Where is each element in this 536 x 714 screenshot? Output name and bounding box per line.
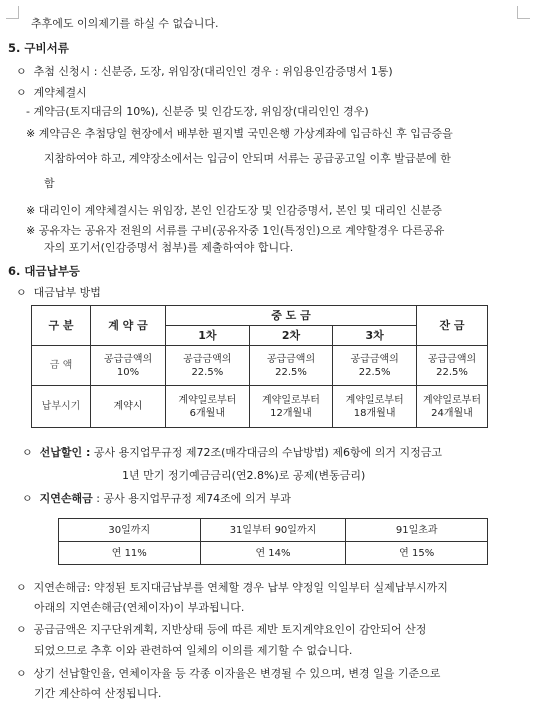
cell-text: 18개월내 xyxy=(353,407,396,419)
continued-text: 추후에도 이의제기를 하실 수 없습니다. xyxy=(31,17,219,30)
header-contract: 계 약 금 xyxy=(91,306,166,346)
cell-timing xyxy=(249,386,333,428)
bullet-glyph: ㅇ xyxy=(16,86,27,99)
cell-amount xyxy=(417,346,488,386)
cell-text: 공급금액의 xyxy=(350,353,399,365)
discount-label: 선납할인 : xyxy=(39,446,91,459)
note-line: 자의 포기서(인감증명서 첨부)를 제출하여야 합니다. xyxy=(44,241,294,254)
footnote-item xyxy=(16,667,440,681)
late-fee-table xyxy=(58,518,488,565)
bullet-item xyxy=(16,65,393,79)
note-line: ※ 계약금은 추첨당일 현장에서 배부한 필지별 국민은행 가상계좌에 입금하신 후 입금증을 xyxy=(26,127,453,140)
row-label-amount: 금 액 xyxy=(32,346,91,386)
row-label-timing: 납부시기 xyxy=(32,386,91,428)
cell-text: 12개월내 xyxy=(270,407,312,419)
footnote-text: 아래의 지연손해금(연체이자)이 부과됩니다. xyxy=(34,601,245,614)
cell-amount xyxy=(91,346,166,386)
cell-text: 24개월내 xyxy=(431,407,473,419)
header-balance: 잔 금 xyxy=(417,306,488,346)
cell-timing xyxy=(166,386,250,428)
late-period-2: 31일부터 90일까지 xyxy=(200,519,346,542)
footnote-item xyxy=(16,623,426,637)
footnote-text: 공급금액은 지구단위계획, 지반상태 등에 따른 제반 토지계약요인이 감안되어 산정 xyxy=(33,623,427,636)
cell-timing xyxy=(333,386,417,428)
section-heading-documents: 5. 구비서류 xyxy=(8,41,69,55)
cell-text: 22.5% xyxy=(436,366,468,378)
cell-text: 22.5% xyxy=(358,366,391,378)
cell-amount xyxy=(166,346,250,386)
cell-amount xyxy=(333,346,417,386)
bullet-glyph: ㅇ xyxy=(16,623,27,636)
cell-text: 계약일로부터 xyxy=(262,394,320,406)
bullet-glyph: ㅇ xyxy=(16,581,27,594)
footnote-text: 지연손해금: 약정된 토지대금납부를 연체할 경우 납부 약정일 익일부터 실제납부시까지 xyxy=(33,581,448,594)
cell-text: 공급금액의 xyxy=(427,353,477,365)
discount-line xyxy=(22,446,442,460)
header-mid-3: 3차 xyxy=(333,326,417,346)
cell-text: 22.5% xyxy=(275,366,307,378)
footnote-text: 기간 계산하여 산정됩니다. xyxy=(34,687,162,700)
note-line: ※ 공유자는 공유자 전원의 서류를 구비(공유자중 1인(특정인)으로 계약할경우 다른공유 xyxy=(26,224,445,237)
note-line: 지참하여야 하고, 계약장소에서는 입금이 안되며 서류는 공급공고일 이후 발급분에 한 xyxy=(44,152,451,165)
sub-item: - 계약금(토지대금의 10%), 신분증 및 인감도장, 위임장(대리인인 경우) xyxy=(26,105,369,118)
discount-line-2: 1년 만기 정기예금금리(연2.8%)로 공제(변동금리) xyxy=(122,469,366,482)
late-fee-text: : 공사 용지업무규정 제74조에 의거 부과 xyxy=(96,492,291,505)
late-period-3: 91일초과 xyxy=(346,519,488,542)
header-midterm: 중 도 금 xyxy=(166,306,417,326)
cell-amount xyxy=(249,346,333,386)
cell-text: 6개월내 xyxy=(189,407,225,419)
late-period-1: 30일까지 xyxy=(59,519,201,542)
cell-text: 10% xyxy=(116,366,140,378)
bullet-glyph: ㅇ xyxy=(22,492,33,505)
cell-text: 공급금액의 xyxy=(103,353,153,365)
bullet-text: 대금납부 방법 xyxy=(33,286,101,299)
note-line: 함 xyxy=(44,177,55,190)
late-rate-3: 연 15% xyxy=(346,542,488,565)
note-line: ※ 대리인이 계약체결시는 위임장, 본인 인감도장 및 인감증명서, 본인 및 대리인 신분증 xyxy=(26,204,442,217)
late-rate-1: 연 11% xyxy=(59,542,201,565)
cell-timing xyxy=(417,386,488,428)
bullet-glyph: ㅇ xyxy=(16,65,27,78)
late-fee-line xyxy=(22,492,291,506)
cell-text: 22.5% xyxy=(191,366,224,378)
cell-text: 계약일로부터 xyxy=(423,394,481,406)
section-heading-payment: 6. 대금납부등 xyxy=(8,264,80,278)
footnote-text: 상기 선납할인율, 연체이자율 등 각종 이자율은 변경될 수 있으며, 변경 일을 기준으로 xyxy=(33,667,441,680)
page-corner-mark xyxy=(517,6,530,19)
discount-text: 공사 용지업무규정 제72조(매각대금의 수납방법) 제6항에 의거 지정금고 xyxy=(93,446,442,459)
payment-schedule-table xyxy=(31,305,488,428)
cell-text: 공급금액의 xyxy=(183,353,232,365)
late-rate-2: 연 14% xyxy=(200,542,346,565)
cell-text: 계약일로부터 xyxy=(178,394,237,406)
bullet-glyph: ㅇ xyxy=(16,667,27,680)
cell-text: 공급금액의 xyxy=(266,353,316,365)
footnote-text: 되었으므로 추후 이와 관련하여 일체의 이의를 제기할 수 없습니다. xyxy=(34,644,353,657)
cell-timing: 계약시 xyxy=(91,386,166,428)
header-mid-2: 2차 xyxy=(249,326,333,346)
bullet-glyph: ㅇ xyxy=(16,286,27,299)
bullet-text: 추첨 신청시 : 신분증, 도장, 위임장(대리인인 경우 : 위임용인감증명서 1통) xyxy=(33,65,393,78)
bullet-text: 계약체결시 xyxy=(33,86,87,99)
header-mid-1: 1차 xyxy=(166,326,250,346)
page-corner-mark xyxy=(6,6,19,19)
bullet-item xyxy=(16,286,101,300)
footnote-item xyxy=(16,581,448,595)
cell-text: 계약일로부터 xyxy=(345,394,404,406)
late-fee-label: 지연손해금 xyxy=(39,492,93,505)
bullet-item xyxy=(16,86,87,100)
header-division: 구 분 xyxy=(32,306,91,346)
bullet-glyph: ㅇ xyxy=(22,446,33,459)
